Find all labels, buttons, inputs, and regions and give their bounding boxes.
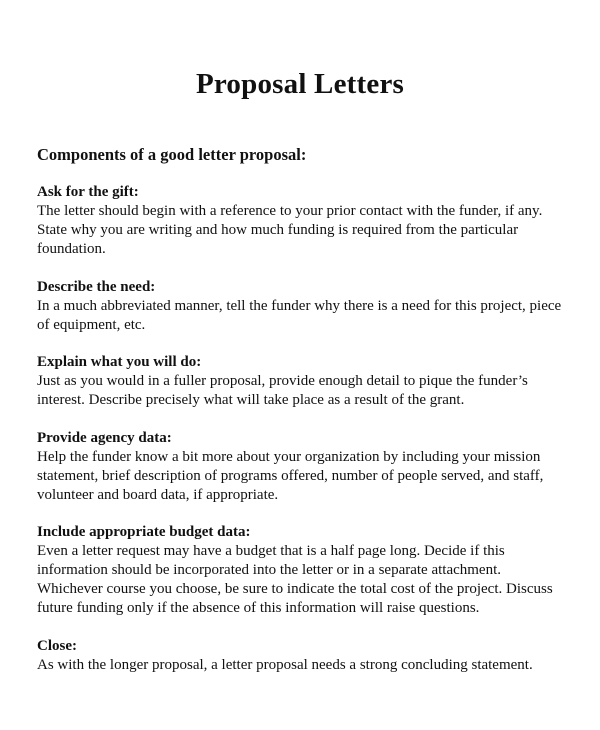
section-heading: Explain what you will do: bbox=[37, 354, 202, 370]
paragraph-line: foundation. bbox=[37, 241, 106, 257]
section-heading: Close: bbox=[37, 638, 77, 654]
section-heading: Ask for the gift: bbox=[37, 184, 139, 200]
paragraph-line: As with the longer proposal, a letter proposal needs a strong concluding statement. bbox=[37, 657, 533, 673]
section-heading: Describe the need: bbox=[37, 279, 156, 295]
paragraph-line: The letter should begin with a reference to your prior contact with the funder, if any. bbox=[37, 203, 543, 219]
paragraph-line: Whichever course you choose, be sure to indicate the total cost of the project. Discuss bbox=[37, 581, 553, 597]
paragraph-line: volunteer and board data, if appropriate. bbox=[37, 487, 279, 503]
document-subtitle: Components of a good letter proposal: bbox=[37, 145, 307, 164]
paragraph-line: Help the funder know a bit more about your organization by including your mission bbox=[37, 449, 541, 465]
paragraph-line: In a much abbreviated manner, tell the funder why there is a need for this project, piece bbox=[37, 298, 562, 314]
paragraph-line: interest. Describe precisely what will take place as a result of the grant. bbox=[37, 392, 465, 408]
paragraph-line: of equipment, etc. bbox=[37, 317, 146, 333]
paragraph-line: future funding only if the absence of this information will raise questions. bbox=[37, 600, 480, 616]
section-explain-what-you-will-do bbox=[37, 353, 597, 410]
section-budget-data bbox=[37, 523, 597, 618]
section-heading: Provide agency data: bbox=[37, 430, 172, 446]
paragraph-line: statement, brief description of programs offered, number of people served, and staff, bbox=[37, 468, 544, 484]
paragraph-line: Just as you would in a fuller proposal, provide enough detail to pique the funder’s bbox=[37, 373, 528, 389]
section-describe-need bbox=[37, 278, 597, 335]
paragraph-line: State why you are writing and how much funding is required from the particular bbox=[37, 222, 519, 238]
paragraph-line: Even a letter request may have a budget that is a half page long. Decide if this bbox=[37, 543, 505, 559]
section-ask-for-gift bbox=[37, 183, 597, 259]
section-heading: Include appropriate budget data: bbox=[37, 524, 251, 540]
section-provide-agency-data bbox=[37, 429, 597, 505]
section-close bbox=[37, 637, 597, 675]
page-title: Proposal Letters bbox=[195, 68, 405, 100]
paragraph-line: information should be incorporated into the letter or in a separate attachment. bbox=[37, 562, 502, 578]
